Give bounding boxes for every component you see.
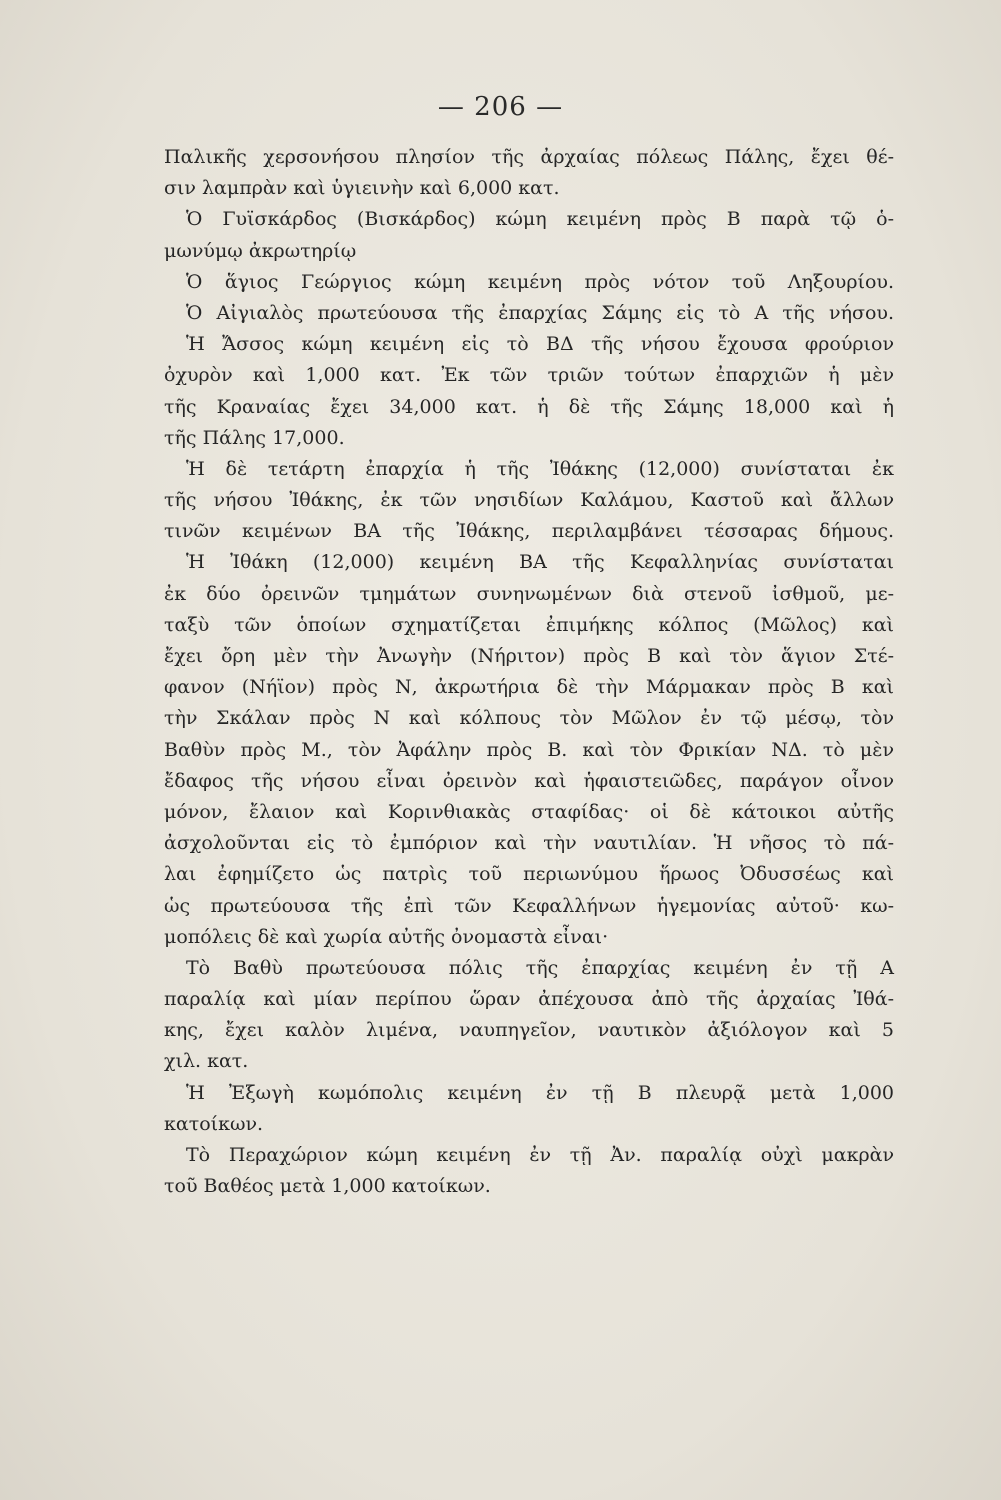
text-line: τῆς Πάλης 17,000. <box>164 426 345 449</box>
text-line: Ἡ Ἰθάκη (12,000) κειμένη ΒΑ τῆς Κεφαλληνίας συνίσταται <box>186 551 894 574</box>
page-number: — 206 — <box>437 92 564 122</box>
text-line: ἐκ δύο ὀρεινῶν τμημάτων συνηνωμένων διὰ στενοῦ ἰσθμοῦ, με- <box>164 582 894 605</box>
text-line: ἀσχολοῦνται εἰς τὸ ἐμπόριον καὶ τὴν ναυτιλίαν. Ἡ νῆσος τὸ πά- <box>164 832 894 855</box>
text-line: κης, ἔχει καλὸν λιμένα, ναυπηγεῖον, ναυτικὸν ἀξιόλογον καὶ 5 <box>164 1019 894 1042</box>
text-line: Τὸ Περαχώριον κώμη κειμένη ἐν τῇ Ἀν. παραλίᾳ οὐχὶ μακρὰν <box>186 1144 894 1166</box>
text-line: ταξὺ τῶν ὁποίων σχηματίζεται ἐπιμήκης κόλπος (Μῶλος) καὶ <box>164 613 894 636</box>
text-line: μόνον, ἔλαιον καὶ Κορινθιακὰς σταφίδας· οἱ δὲ κάτοικοι αὐτῆς <box>164 800 894 823</box>
text-line: κατοίκων. <box>164 1112 264 1135</box>
text-line: ὡς πρωτεύουσα τῆς ἐπὶ τῶν Κεφαλλήνων ἡγεμονίας αὐτοῦ· κω- <box>164 894 894 917</box>
text-line: μωνύμῳ ἀκρωτηρίῳ <box>164 239 357 262</box>
text-line: ἔδαφος τῆς νήσου εἶναι ὀρεινὸν καὶ ἡφαιστειῶδες, παράγον οἶνον <box>164 769 894 792</box>
text-line: τινῶν κειμένων ΒΑ τῆς Ἰθάκης, περιλαμβάνει τέσσαρας δήμους. <box>164 520 894 543</box>
text-line: τῆς Κραναίας ἔχει 34,000 κατ. ἡ δὲ τῆς Σάμης 18,000 καὶ ἡ <box>164 395 894 418</box>
text-line: Ἡ Ἐξωγὴ κωμόπολις κειμένη ἐν τῇ Β πλευρᾷ μετὰ 1,000 <box>186 1081 894 1104</box>
text-line: τοῦ Βαθέος μετὰ 1,000 κατοίκων. <box>164 1175 491 1198</box>
text-line: ὀχυρὸν καὶ 1,000 κατ. Ἐκ τῶν τριῶν τούτων ἐπαρχιῶν ἡ μὲν <box>164 364 894 387</box>
text-line: Ἡ δὲ τετάρτη ἐπαρχία ἡ τῆς Ἰθάκης (12,000) συνίσταται ἐκ <box>186 457 894 480</box>
text-line: φανον (Νήϊον) πρὸς Ν, ἀκρωτήρια δὲ τὴν Μάρμακαν πρὸς Β καὶ <box>164 676 894 699</box>
text-line: λαι ἐφημίζετο ὡς πατρὶς τοῦ περιωνύμου ἥρωος Ὀδυσσέως καὶ <box>164 863 894 886</box>
text-line: Ὁ Αἰγιαλὸς πρωτεύουσα τῆς ἐπαρχίας Σάμης εἰς τὸ Α τῆς νήσου. <box>186 301 894 324</box>
text-line: ἔχει ὄρη μὲν τὴν Ἀνωγὴν (Νήριτον) πρὸς Β καὶ τὸν ἅγιον Στέ- <box>164 645 894 667</box>
text-line: τῆς νήσου Ἰθάκης, ἐκ τῶν νησιδίων Καλάμου, Καστοῦ καὶ ἄλλων <box>164 489 894 512</box>
text-line: Τὸ Βαθὺ πρωτεύουσα πόλις τῆς ἐπαρχίας κειμένη ἐν τῇ Α <box>186 956 894 979</box>
text-line: Παλικῆς χερσονήσου πλησίον τῆς ἀρχαίας πόλεως Πάλης, ἔχει θέ- <box>164 146 894 168</box>
text-line: Ὁ Γυϊσκάρδος (Βισκάρδος) κώμη κειμένη πρὸς Β παρὰ τῷ ὁ- <box>186 208 894 231</box>
text-line: χιλ. κατ. <box>164 1050 249 1073</box>
text-line: Ὁ ἅγιος Γεώργιος κώμη κειμένη πρὸς νότον τοῦ Ληξουρίου. <box>186 270 894 293</box>
text-line: τὴν Σκάλαν πρὸς Ν καὶ κόλπους τὸν Μῶλον ἐν τῷ μέσῳ, τὸν <box>164 707 894 730</box>
text-line: Βαθὺν πρὸς Μ., τὸν Ἀφάλην πρὸς Β. καὶ τὸν Φρικίαν ΝΔ. τὸ μὲν <box>164 738 894 761</box>
text-line: παραλίᾳ καὶ μίαν περίπου ὥραν ἀπέχουσα ἀπὸ τῆς ἀρχαίας Ἰθά- <box>164 988 894 1011</box>
text-line: μοπόλεις δὲ καὶ χωρία αὐτῆς ὀνομαστὰ εἶναι· <box>164 925 609 948</box>
text-line: Ἡ Ἄσσος κώμη κειμένη εἰς τὸ ΒΔ τῆς νήσου ἔχουσα φρούριον <box>186 333 894 356</box>
text-line: σιν λαμπρὰν καὶ ὑγιεινὴν καὶ 6,000 κατ. <box>164 177 560 200</box>
body-text <box>164 142 894 1202</box>
